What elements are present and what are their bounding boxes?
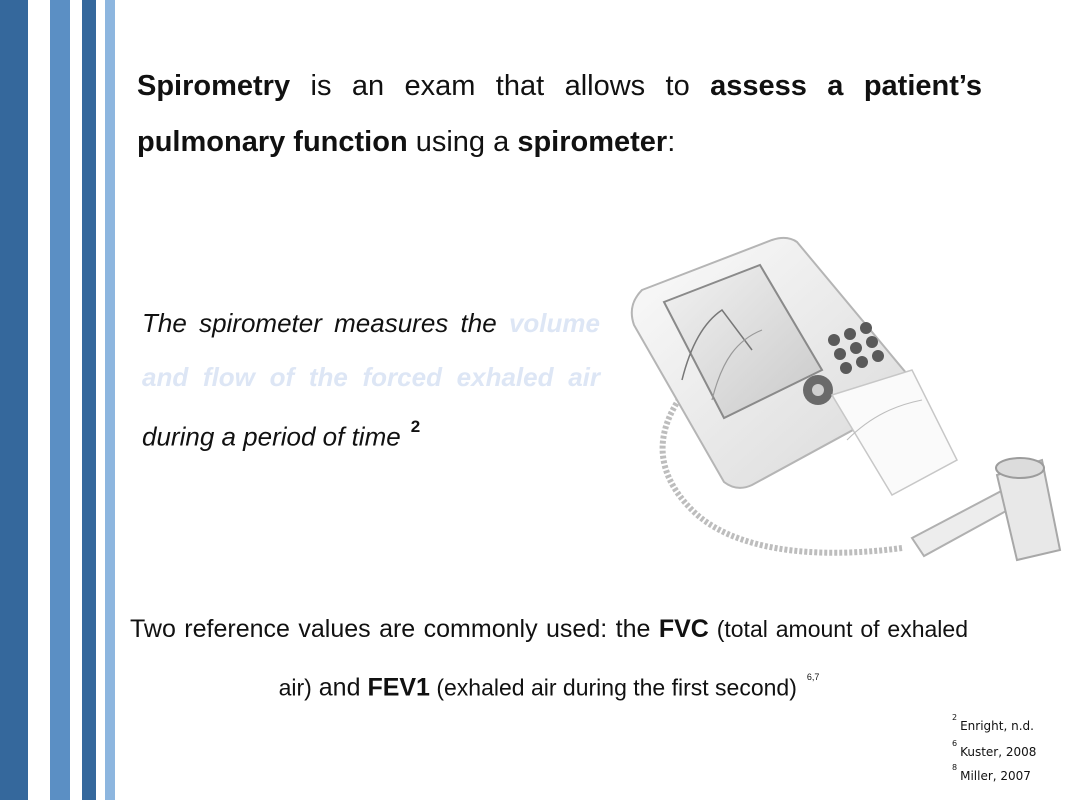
reference-text: Kuster, 2008 [960, 745, 1037, 759]
term-spirometer: spirometer [517, 126, 668, 158]
summary-text-1: Two reference values are commonly used: the [130, 615, 659, 643]
description-text-1: The spirometer measures the [142, 308, 509, 338]
reference-number: 6 [952, 739, 958, 748]
description-text-2: during a period of time [142, 421, 401, 452]
reference-text: Enright, n.d. [960, 719, 1034, 733]
spirometer-device-image [612, 230, 1066, 600]
reference-item [952, 739, 1037, 759]
reference-item [952, 713, 1034, 733]
term-spirometry: Spirometry [137, 70, 291, 102]
reference-text: Miller, 2007 [960, 769, 1031, 783]
term-fvc: FVC [658, 615, 709, 643]
reference-number: 8 [952, 763, 958, 772]
description-paragraph [142, 296, 600, 464]
decorative-stripe-4 [105, 0, 115, 800]
decorative-stripe-2 [50, 0, 70, 800]
summary-paragraph [130, 602, 968, 714]
citation-superscript: 2 [410, 417, 421, 436]
decorative-stripe-1 [0, 0, 28, 800]
description-highlight: volume and flow of the forced exhaled air [142, 308, 600, 392]
intro-paragraph [137, 58, 982, 170]
decorative-stripe-3 [82, 0, 96, 800]
term-assess-function: assess a patient’s pulmonary function [137, 70, 982, 158]
term-fev1: FEV1 [367, 673, 430, 702]
intro-text-2: using a [407, 126, 518, 158]
summary-citation: 6,7 [806, 672, 820, 682]
intro-text-3: : [667, 126, 676, 158]
reference-item [952, 763, 1031, 783]
fvc-note: (total amount of exhaled air) [278, 616, 968, 701]
intro-text-1: is an exam that allows to [290, 70, 711, 102]
reference-number: 2 [952, 713, 958, 722]
fev1-note: (exhaled air during the first second) [429, 674, 797, 701]
summary-text-2: and [311, 673, 368, 702]
